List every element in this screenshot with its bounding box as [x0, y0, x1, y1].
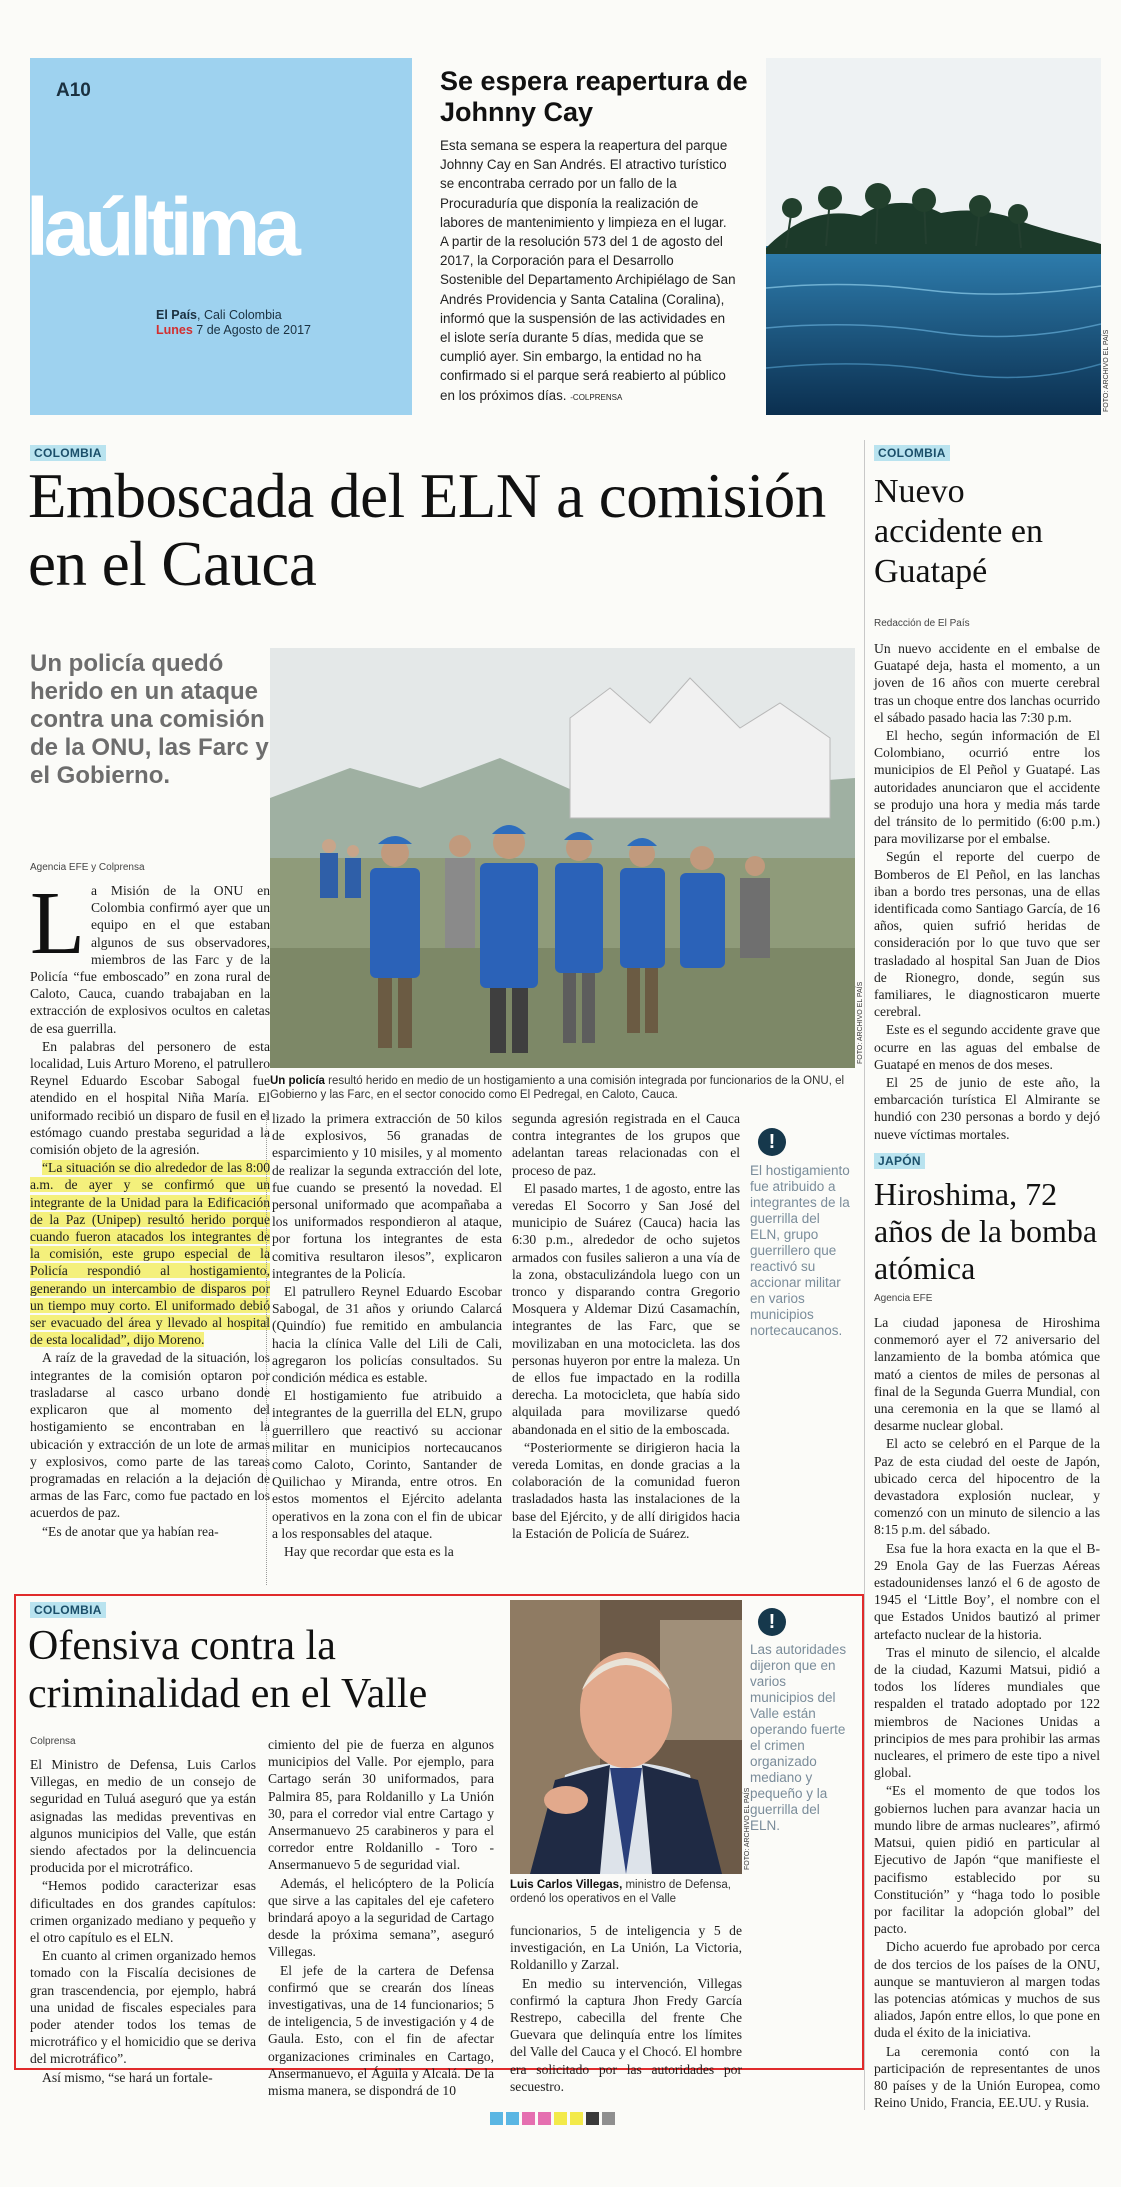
guatape-paragraph-4: Este es el segundo accidente grave que ocurre en las aguas del embalse de Guatapé en menos de dos meses.: [874, 1022, 1100, 1072]
color-swatch: [490, 2112, 503, 2125]
guatape-section-tag: COLOMBIA: [874, 445, 950, 461]
hiroshima-paragraph-5: “Es el momento de que todos los gobiernos luchen para avanzar hacia un mundo libre de armas nucleares”, afirmó Matsui, quien pidió en particular al Ejecutivo de Japón “que manifieste el pacifismo establecido por su Constitución” y “haga todo lo posible por facilitar la adopción global” del pacto.: [874, 1783, 1100, 1937]
eln-paragraph-3: “La situación se dio alrededor de las 8:00 a.m. de ayer y se confirmó que un integrante de la Unidad para la Edificación de la Paz (Unipep) resultó herido porque cuando fueron atacados los integrantes de la comisión, este grupo especial de la Policía respondió al hostigamiento, generando un intercambio de disparos por un tiempo muy corto. El uniformado debió ser evacuado del área y llevado al hospital de esta localidad”, dijo Moreno.: [30, 1160, 270, 1348]
guatape-body: [874, 640, 1100, 1144]
guatape-paragraph-5: El 25 de junio de este año, la embarcación turística El Almirante se hundió con 230 personas a bordo y dejó nueve víctimas mortales.: [874, 1075, 1100, 1142]
valle-column-1: [30, 1756, 256, 2087]
guatape-headline: Nuevo accidente en Guatapé: [874, 473, 1043, 590]
color-swatch: [602, 2112, 615, 2125]
eln-paragraph-5: “Es de anotar que ya habían rea-: [42, 1523, 219, 1539]
guatape-byline: Redacción de El País: [874, 618, 970, 629]
valle-paragraph-3: En cuanto al crimen organizado hemos tomado con la Fiscalía decisiones de gran trascendencia, por ejemplo, habrá una unidad de fiscales especiales para poder atender todos los temas de microtráfico y el homicidio que se deriva del microtráfico”.: [30, 1948, 256, 2067]
eln-col2-paragraph-2: El patrullero Reynel Eduardo Escobar Sabogal, de 31 años y oriundo Calarcá (Quindío) fue remitido en ambulancia hacia la clínica Valle del Lili de Cali, agregaron los policías consultados. Su condición médica es estable.: [272, 1284, 502, 1386]
eln-column-3: [512, 1110, 740, 1543]
eln-col3-paragraph-2: El pasado martes, 1 de agosto, entre las veredas El Socorro y San José del municipio de Suárez (Cauca) hacia las 6:30 p.m., alrededor de ocho sujetos armados con fusiles salieron a una vía de la zona, obstaculizándola luego con un tronco y disparando contra Gregorio Mosquera y Aldemar Dizú Casamachín, integrantes de las Farc, que se movilizaban en una motocicleta. las dos personas huyeron por entre la maleza. Un de ellos fue impactado en la rodilla derecha. La motocicleta, que había sido alquilada para movilizarse quedó abandonada en el sitio de la emboscada.: [512, 1180, 740, 1437]
eln-col2-paragraph-4: Hay que recordar que esta es la: [284, 1544, 454, 1560]
eln-byline: Agencia EFE y Colprensa: [30, 862, 145, 873]
eln-paragraph-2: En palabras del personero de esta localidad, Luis Arturo Moreno, el patrullero Reynel Eduardo Escobar Sabogal fue atendido en el hospital Niña María. El uniformado recibió un disparo de fusil en el estómago cuando prestaba seguridad a la comisión objeto de la agresión.: [30, 1038, 270, 1158]
valle-col3-paragraph-1: funcionarios, 5 de inteligencia y 5 de investigación, en La Unión, La Victoria, Roldanillo y Zarzal.: [510, 1923, 742, 1973]
hiroshima-paragraph-1: La ciudad japonesa de Hiroshima conmemoró ayer el 72 aniversario del lanzamiento de la bomba atómica que mató a cientos de miles de personas al final de la Segunda Guerra Mundial, con una ceremonia en la que se llamó al desarme nuclear global.: [874, 1315, 1100, 1434]
color-swatch: [586, 2112, 599, 2125]
eln-side-quote: El hostigamiento fue atribuido a integrantes de la guerrilla del ELN, grupo guerrillero que reactivó su accionar militar en varios municipios nortecaucanos.: [750, 1163, 850, 1338]
eln-paragraph-1: La Misión de la ONU en Colombia confirmó ayer que un equipo en el que estaban algunos de sus observadores, miembros de las Farc y de la Policía “fue emboscado” en zona rural de Caloto, Cauca, cuando trabajaban en la extracción de explosivos ocultos en caletas de esa guerrilla.: [30, 874, 270, 1036]
hiroshima-body: [874, 1314, 1100, 2112]
valle-paragraph-2: “Hemos podido caracterizar esas dificultades en dos grandes capítulos: crimen organizado mediano y pequeño y el otro capítulo es el ELN.: [30, 1878, 256, 1946]
villegas-photo: [510, 1600, 742, 1874]
eln-col3-paragraph-3: “Posteriormente se dirigieron hacia la vereda Lomitas, en donde gracias a la colaboración de la comunidad fueron trasladados hasta las instalaciones de la base del Ejército, y de allí dirigidos hacia la Estación de Policía de Suárez.: [512, 1439, 740, 1541]
hiroshima-paragraph-2: El acto se celebró en el Parque de la Paz de esta ciudad del oeste de Japón, ubicado cerca del hipocentro de la devastadora explosión nuclear, y comenzó con un minuto de silencio a las 8:15 p.m. del sábado.: [874, 1436, 1100, 1538]
valle-col2-paragraph-1: cimiento del pie de fuerza en algunos municipios del Valle. Por ejemplo, para Cartago serán 30 uniformados, para Palmira 85, para Roldanillo y La Unión 30, para el corredor vial entre Cartago y Ansermanuevo 25 carabineros y para el corredor entre Roldanillo - Toro - Ansermanuevo 5 de seguridad vial.: [268, 1737, 494, 1873]
eln-headline: Emboscada del ELN a comisión en el Cauca: [28, 461, 826, 599]
valle-side-quote: Las autoridades dijeron que en varios municipios del Valle están operando fuerte el crimen organizado mediano y pequeño y la guerrilla del ELN.: [750, 1642, 847, 1833]
hiroshima-headline: Hiroshima, 72 años de la bomba atómica: [874, 1176, 1098, 1286]
valle-column-2: [268, 1736, 494, 2100]
color-swatch: [538, 2112, 551, 2125]
eln-deck: Un policía quedó herido en un ataque contra una comisión de la ONU, las Farc y el Gobierno.: [30, 650, 269, 789]
eln-col2-paragraph-1: lizado la primera extracción de 50 kilos de explosivos, 56 granadas de esparcimiento y 10 misiles, y al momento de realizar la segunda extracción del lote, fue cuando se presentó la novedad. El personal uniformado que acompañaba a los uniformados respondieron al ataque, por fortuna los integrantes de esta comitiva resultaron ilesos”, explicaron integrantes de la Policía.: [272, 1111, 502, 1281]
valle-col2-paragraph-3: El jefe de la cartera de Defensa confirmó que se crearán dos líneas investigativas, una de 14 funcionarios; 5 de inteligencia, 5 de investigación y 4 de Gaula. Esto, con el fin de afectar organizaciones criminales en Cartago, Ansermanuevo, el Águila y Alcalá. De la misma manera, se dispondrá de 10: [268, 1962, 494, 2099]
valle-headline: Ofensiva contra la criminalidad en el Valle: [28, 1623, 428, 1717]
valle-col2-paragraph-2: Además, el helicóptero de la Policía que sirve a las capitales del eje cafetero brindará apoyo a la seguridad de Cartago desde la próxima semana”, aseguró Villegas.: [268, 1875, 494, 1960]
eln-photo-caption: Un policía resultó herido en medio de un hostigamiento a una comisión integrada por funcionarios de la ONU, el Gobierno y las Farc, en el sector conocido como El Pedregal, en Caloto, Cauca.: [270, 1075, 845, 1101]
valle-paragraph-1: El Ministro de Defensa, Luis Carlos Villegas, en medio de un consejo de seguridad en Tuluá aseguró que ya están asignadas las medidas preventivas en algunos municipios del Valle, que están siendo afectados por la delincuencia producida por el microtráfico.: [30, 1757, 256, 1876]
masthead: [26, 58, 412, 415]
color-swatch: [570, 2112, 583, 2125]
eln-section-tag: COLOMBIA: [30, 445, 106, 461]
johnny-headline: Se espera reapertura de Johnny Cay: [440, 66, 748, 127]
eln-col3-paragraph-1: segunda agresión registrada en el Cauca contra integrantes de los grupos que adelantan tareas relacionadas con el proceso de paz.: [512, 1111, 740, 1178]
valle-byline: Colprensa: [30, 1736, 76, 1747]
valle-photo-credit: FOTO: ARCHIVO EL PAÍS: [744, 1787, 751, 1870]
eln-drop-cap: L: [30, 874, 85, 973]
guatape-paragraph-1: Un nuevo accidente en el embalse de Guatapé deja, hasta el momento, a un joven de 16 años con muerte cerebral tras un choque entre dos lanchas ocurrido el sábado pasado hacia las 7:30 p.m.: [874, 641, 1100, 725]
column-divider: [266, 1110, 267, 1585]
johnny-body: Esta semana se espera la reapertura del parque Johnny Cay en San Andrés. El atractivo turístico se encontraba cerrado por un fallo de la Procuraduría que disponía la realización de labores de mantenimiento y limpieza en el lugar. A partir de la resolución 573 del 1 de agosto del 2017, la Corporación para el Desarrollo Sostenible del Departamento Archipiélago de San Andrés Providencia y Santa Catalina (Coralina), informó que la suspensión de las actividades en el islote sería durante 5 días, medida que se cumplió ayer. Sin embargo, la entidad no ha confirmado si el parque será reabierto al público en los próximos días. -COLPRENSA: [440, 138, 736, 403]
valle-section-tag: COLOMBIA: [30, 1602, 106, 1618]
valle-photo-caption: Luis Carlos Villegas, ministro de Defensa, ordenó los operativos en el Valle: [510, 1879, 731, 1905]
eln-col2-paragraph-3: El hostigamiento fue atribuido a integrantes de la guerrilla del ELN, grupo guerrillero que reactivó su accionar militar en municipios nortecaucanos como Caloto, Corinto, Santander de Quilichao y Miranda, entre otros. En estos momentos el Ejército adelanta operativos en la zona con el fin de ubicar a los responsables del ataque.: [272, 1388, 502, 1541]
exclamation-icon: !: [758, 1608, 786, 1636]
section-title: laúltima: [26, 182, 296, 273]
paper-info: El País, Cali Colombia Lunes 7 de Agosto de 2017: [156, 308, 311, 337]
guatape-paragraph-3: Según el reporte del cuerpo de Bomberos de El Peñol, en las lanchas iban a bordo tres personas, una de ellas identificada como Santiago García, de 16 años, quien sufrió heridas de consideración por lo que tuvo que ser trasladado al hospital San Juan de Dios de Rionegro, donde, según sus familiares, le diagnosticaron muerte cerebral.: [874, 849, 1100, 1020]
exclamation-icon: !: [758, 1128, 786, 1156]
hiroshima-paragraph-3: Esa fue la hora exacta en la que el B-29 Enola Gay de las Fuerzas Aéreas estadounidenses lanzó el 6 de agosto de 1945 el ‘Little Boy’, el nombre con el que Estados Unidos bautizó al primer artefacto nuclear de la historia.: [874, 1540, 1100, 1642]
valle-column-3: [510, 1922, 742, 2096]
hiroshima-paragraph-6: Dicho acuerdo fue aprobado por cerca de dos tercios de los países de la ONU, aunque se mantuvieron al margen todas las potencias atómicas y muchos de sus aliados, Japón entre ellos, lo que pone en duda el éxito de la iniciativa.: [874, 1939, 1100, 2041]
eln-column-1: [30, 874, 270, 1541]
eln-column-2: [272, 1110, 502, 1561]
valle-col3-paragraph-2: En medio su intervención, Villegas confirmó la captura Jhon Fredy García Restrepo, cabecilla del frente Che Guevara que delinquía entre los límites del Valle del Cauca y el Chocó. El hombre era solicitado por las autoridades por secuestro.: [510, 1975, 742, 2094]
color-swatch: [506, 2112, 519, 2125]
color-swatch: [522, 2112, 535, 2125]
hiroshima-paragraph-4: Tras el minuto de silencio, el alcalde de la ciudad, Kazumi Matsui, pidió a todos los líderes mundiales que respalden el tratado adoptado por 122 miembros de Naciones Unidas a principios de mes para prohibir las armas nucleares, el primero de este tipo a nivel global.: [874, 1644, 1100, 1781]
hiroshima-section-tag: JAPÓN: [874, 1153, 925, 1169]
eln-photo-credit: FOTO: ARCHIVO EL PAÍS: [857, 981, 864, 1064]
johnny-photo-credit: FOTO: ARCHIVO EL PAÍS: [1103, 329, 1110, 412]
valle-paragraph-4: Así mismo, “se hará un fortale-: [42, 2069, 213, 2085]
eln-paragraph-4: A raíz de la gravedad de la situación, los integrantes de la comisión optaron por trasladarse al casco urbano donde explicaron que al momento del hostigamiento se encontraban en la ubicación y extracción de un lote de armas y explosivos, como parte de las tareas programadas en relación a la dejación de armas de las Farc, como fue pactado en los acuerdos de paz.: [30, 1350, 270, 1521]
color-swatch: [554, 2112, 567, 2125]
hiroshima-byline: Agencia EFE: [874, 1293, 933, 1304]
guatape-paragraph-2: El hecho, según información de El Colombiano, ocurrió entre los municipios de El Peñol y Guatapé. Las autoridades anunciaron que el accidente se produjo una hora y media más tarde del tránsito de lo permitido (6:00 p.m.) para movilizarse por el embalse.: [874, 728, 1100, 847]
eln-photo: [270, 648, 855, 1068]
page-number: A10: [56, 80, 91, 101]
hiroshima-paragraph-7: La ceremonia contó con la participación de representantes de unos 80 países y de la Unión Europea, como Reino Unido, Francia, EE.UU. y Rusia.: [874, 2043, 1100, 2111]
right-column-divider: [864, 440, 865, 2110]
johnny-photo: [766, 58, 1101, 415]
